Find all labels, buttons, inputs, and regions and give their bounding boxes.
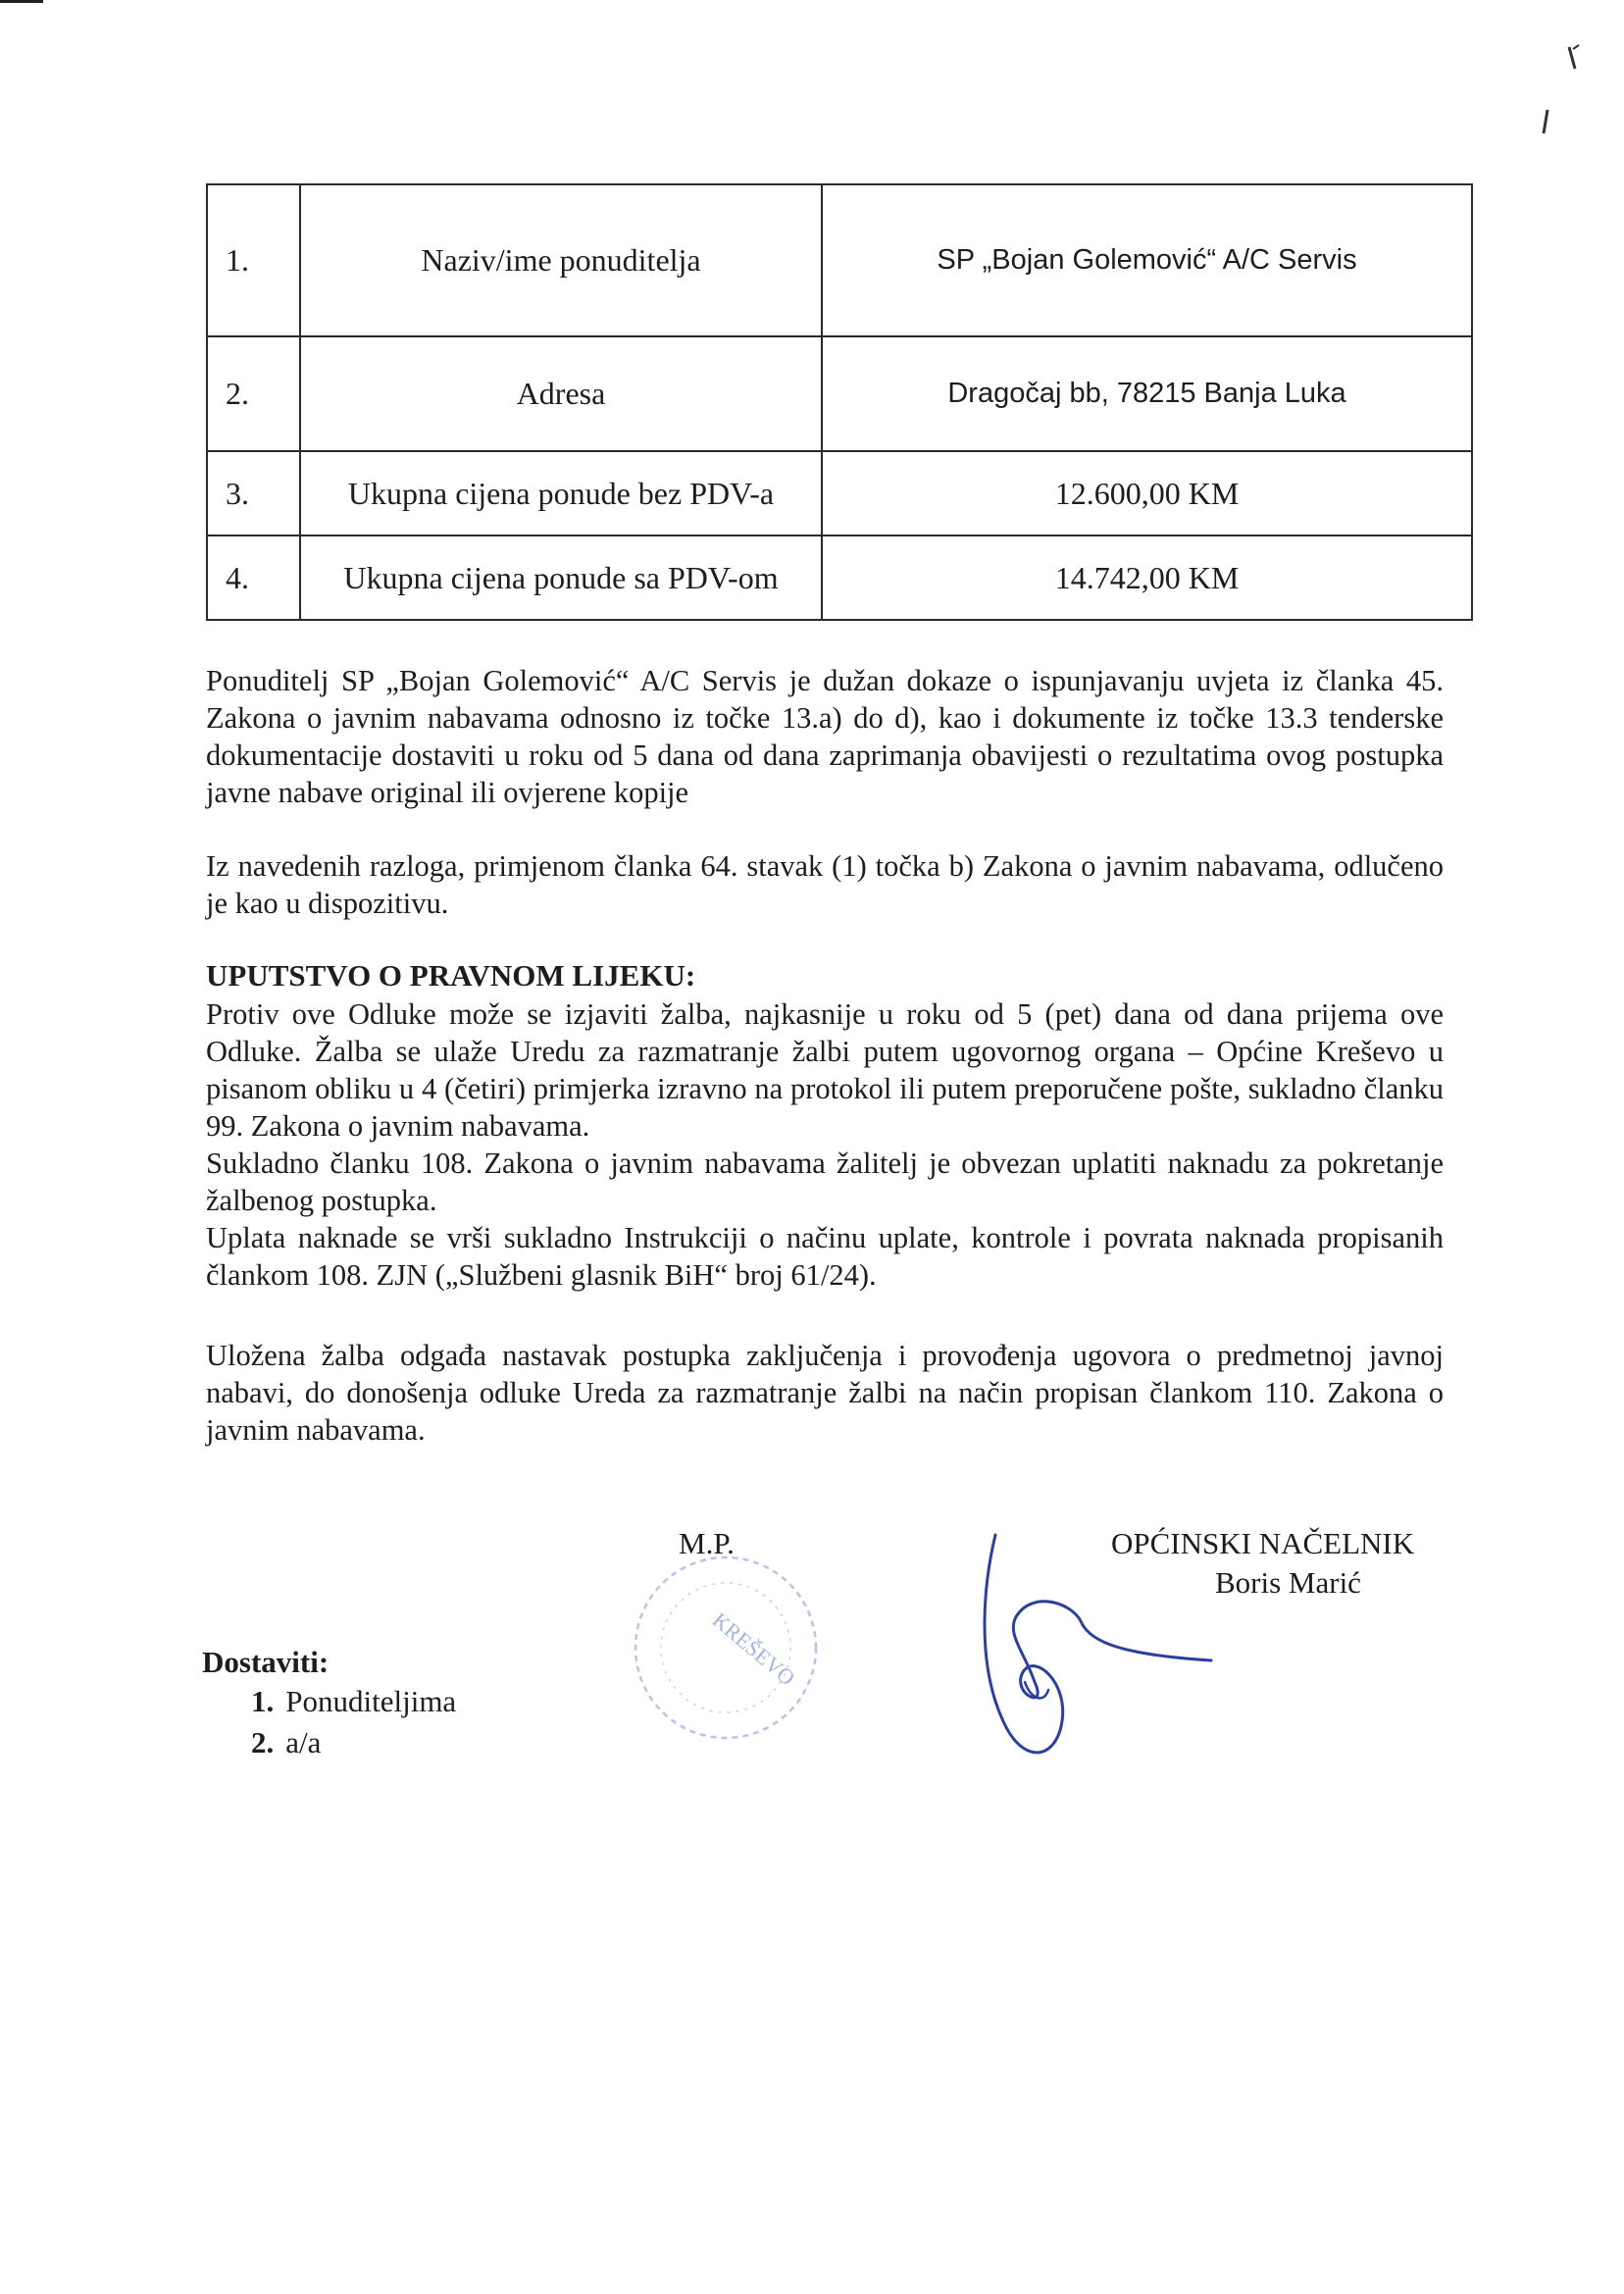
- payment-text: Uplata naknade se vrši sukladno Instrukciji o načinu uplate, kontrole i povrata naknada propisanih člankom 108. ZJN („Službeni glasnik BiH“ broj 61/24).: [206, 1221, 1444, 1292]
- table-row: [207, 535, 1472, 620]
- row-number: 2.: [207, 336, 300, 451]
- bidder-obligation-paragraph: Ponuditelj SP „Bojan Golemović“ A/C Servis je dužan dokaze o ispunjavanju uvjeta iz članka 45. Zakona o javnim nabavama odnosno iz točke 13.a) do d), kao i dokumente iz točke 13.3 tenderske dokumentacije dostaviti u roku od 5 dana od dana zaprimanja obavijesti o rezultatima ovog postupka javne nabave original ili ovjerene kopije: [206, 664, 1444, 809]
- row-number: 1.: [207, 184, 300, 336]
- list-item: [251, 1722, 456, 1763]
- fee-text: Sukladno članku 108. Zakona o javnim nabavama žalitelj je obvezan uplatiti naknadu za pokretanje žalbenog postupka.: [206, 1147, 1444, 1217]
- list-item: [251, 1681, 456, 1722]
- row-value: 12.600,00 KM: [822, 451, 1472, 535]
- row-label: Adresa: [300, 336, 822, 451]
- official-stamp: [618, 1540, 834, 1756]
- reasons-paragraph: Iz navedenih razloga, primjenom članka 64. stavak (1) točka b) Zakona o javnim nabavama, odlučeno je kao u dispozitivu.: [206, 849, 1444, 920]
- row-label: Ukupna cijena ponude sa PDV-om: [300, 535, 822, 620]
- row-value: SP „Bojan Golemović“ A/C Servis: [822, 184, 1472, 336]
- legal-remedy-paragraph: [206, 995, 1444, 1294]
- table-row: [207, 451, 1472, 535]
- svg-text:KREŠEVO: KREŠEVO: [707, 1607, 800, 1691]
- list-item-text: a/a: [285, 1725, 322, 1759]
- office-title: OPĆINSKI NAČELNIK: [1111, 1526, 1415, 1560]
- delivery-heading: Dostaviti:: [202, 1645, 330, 1679]
- stamp-label: M.P.: [679, 1526, 735, 1560]
- list-item-text: Ponuditeljima: [285, 1684, 457, 1718]
- list-item-number: 1.: [251, 1684, 275, 1718]
- row-label: Ukupna cijena ponude bez PDV-a: [300, 451, 822, 535]
- bidder-info-table: [206, 183, 1473, 621]
- row-value: Dragočaj bb, 78215 Banja Luka: [822, 336, 1472, 451]
- appeal-text: Protiv ove Odluke može se izjaviti žalba, najkasnije u roku od 5 (pet) dana od dana prijema ove Odluke. Žalba se ulaže Uredu za razmatranje žalbi putem ugovornog organa – Općine Kreševo u pisanom obliku u 4 (četiri) primjerka izravno na protokol ili putem preporučene pošte, sukladno članku 99. Zakona o javnim nabavama.: [206, 997, 1444, 1143]
- delivery-list: [251, 1681, 456, 1763]
- signature: [966, 1525, 1221, 1780]
- row-value: 14.742,00 KM: [822, 535, 1472, 620]
- table-row: [207, 184, 1472, 336]
- page-corner-mark: [0, 0, 43, 3]
- table-row: [207, 336, 1472, 451]
- row-number: 4.: [207, 535, 300, 620]
- suspension-paragraph: Uložena žalba odgađa nastavak postupka zaključenja i provođenja ugovora o predmetnoj javnoj nabavi, do donošenja odluke Ureda za razmatranje žalbi na način propisan člankom 110. Zakona o javnim nabavama.: [206, 1339, 1444, 1447]
- pen-marks: [1530, 39, 1589, 147]
- office-holder-name: Boris Marić: [1215, 1565, 1361, 1600]
- legal-remedy-heading: UPUTSTVO O PRAVNOM LIJEKU:: [206, 958, 696, 993]
- row-number: 3.: [207, 451, 300, 535]
- row-label: Naziv/ime ponuditelja: [300, 184, 822, 336]
- list-item-number: 2.: [251, 1725, 275, 1759]
